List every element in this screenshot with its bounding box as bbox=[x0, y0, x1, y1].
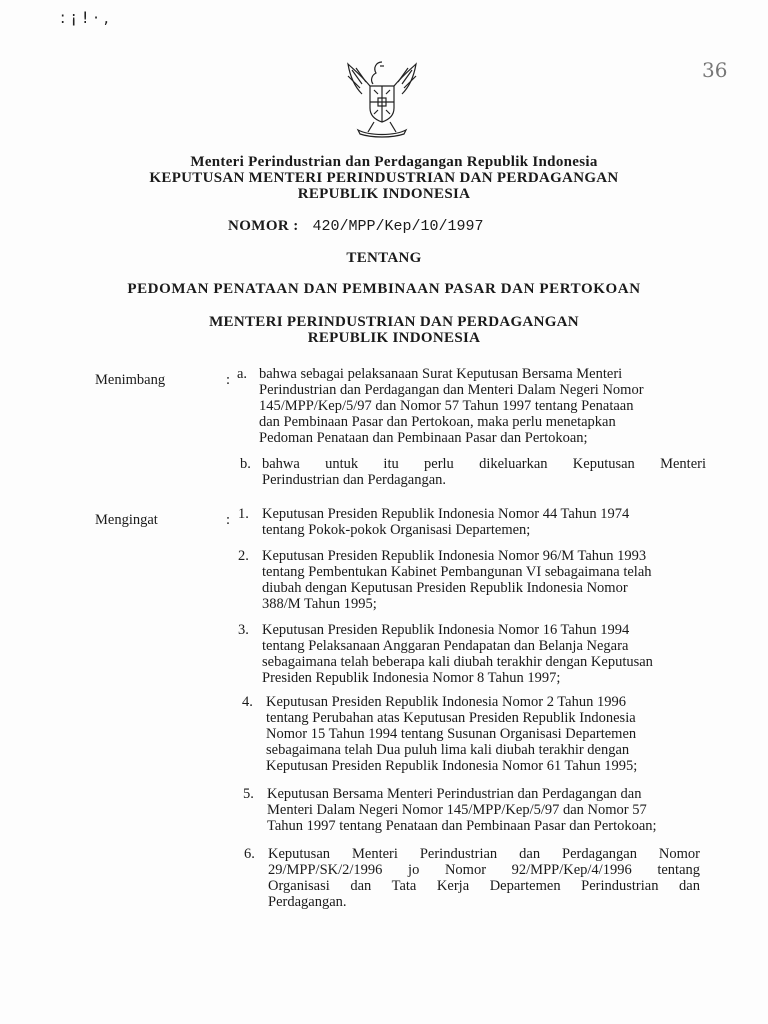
item-line: tentang Pokok-pokok Organisasi Departemen; bbox=[262, 522, 531, 538]
item-marker: 6. bbox=[244, 846, 255, 862]
menimbang-colon: : bbox=[226, 372, 231, 388]
item-line: bahwa sebagai pelaksanaan Surat Keputusan Bersama Menteri bbox=[259, 366, 623, 382]
menteri-line-1: MENTERI PERINDUSTRIAN DAN PERDAGANGAN bbox=[209, 314, 579, 330]
item-line: Keputusan Presiden Republik Indonesia Nomor 16 Tahun 1994 bbox=[262, 622, 630, 638]
item-line: tentang Perubahan atas Keputusan Presiden Republik Indonesia bbox=[266, 710, 636, 726]
mengingat-colon: : bbox=[226, 512, 231, 528]
header-line-2: KEPUTUSAN MENTERI PERINDUSTRIAN DAN PERDAGANGAN bbox=[149, 170, 619, 186]
item-line: dan Pembinaan Pasar dan Pertokoan, maka perlu menetapkan bbox=[259, 414, 616, 430]
item-line: 29/MPP/SK/2/1996 jo Nomor 92/MPP/Kep/4/1996 tentang bbox=[268, 862, 700, 878]
item-line: tentang Pelaksanaan Anggaran Pendapatan dan Belanja Negara bbox=[262, 638, 629, 654]
corner-marks: : ¡ ! · , bbox=[60, 8, 109, 27]
item-line: diubah dengan Keputusan Presiden Republik Indonesia Nomor bbox=[262, 580, 628, 596]
item-line: Keputusan Presiden Republik Indonesia Nomor 61 Tahun 1995; bbox=[266, 758, 638, 774]
item-line: Pedoman Penataan dan Pembinaan Pasar dan Pertokoan; bbox=[259, 430, 588, 446]
nomor-label: NOMOR : bbox=[228, 218, 299, 234]
item-line: Menteri Dalam Negeri Nomor 145/MPP/Kep/5/97 dan Nomor 57 bbox=[267, 802, 647, 818]
item-line: Keputusan Presiden Republik Indonesia Nomor 96/M Tahun 1993 bbox=[262, 548, 647, 564]
item-line: sebagaimana telah Dua puluh lima kali diubah terakhir dengan bbox=[266, 742, 630, 758]
header-line-3: REPUBLIK INDONESIA bbox=[297, 186, 471, 202]
tentang-heading: TENTANG bbox=[346, 250, 422, 266]
item-marker: 2. bbox=[238, 548, 249, 564]
item-line: Presiden Republik Indonesia Nomor 8 Tahun 1997; bbox=[262, 670, 561, 686]
garuda-emblem-icon bbox=[340, 56, 424, 140]
document-title: PEDOMAN PENATAAN DAN PEMBINAAN PASAR DAN PERTOKOAN bbox=[127, 281, 641, 297]
item-line: 388/M Tahun 1995; bbox=[262, 596, 377, 612]
menteri-line-2: REPUBLIK INDONESIA bbox=[307, 330, 481, 346]
item-marker: 1. bbox=[238, 506, 249, 522]
item-line: 145/MPP/Kep/5/97 dan Nomor 57 Tahun 1997 tentang Penataan bbox=[259, 398, 634, 414]
page-number: 36 bbox=[702, 58, 728, 82]
item-line: Perdagangan. bbox=[268, 894, 347, 910]
item-line: Keputusan Presiden Republik Indonesia Nomor 44 Tahun 1974 bbox=[262, 506, 630, 522]
item-line: bahwa untuk itu perlu dikeluarkan Keputusan Menteri bbox=[262, 456, 706, 472]
item-line: sebagaimana telah beberapa kali diubah terakhir dengan Keputusan bbox=[262, 654, 653, 670]
nomor-line bbox=[228, 218, 483, 235]
item-marker: 4. bbox=[242, 694, 253, 710]
item-marker: a. bbox=[237, 366, 248, 382]
item-line: Nomor 15 Tahun 1994 tentang Susunan Organisasi Departemen bbox=[266, 726, 637, 742]
item-marker: 5. bbox=[243, 786, 254, 802]
item-line: Keputusan Bersama Menteri Perindustrian dan Perdagangan dan bbox=[267, 786, 642, 802]
item-line: Keputusan Presiden Republik Indonesia Nomor 2 Tahun 1996 bbox=[266, 694, 626, 710]
item-line: tentang Pembentukan Kabinet Pembangunan VI sebagaimana telah bbox=[262, 564, 652, 580]
item-marker: 3. bbox=[238, 622, 249, 638]
item-line: Perindustrian dan Perdagangan dan Menteri Dalam Negeri Nomor bbox=[259, 382, 644, 398]
header-line-1: Menteri Perindustrian dan Perdagangan Republik Indonesia bbox=[190, 154, 598, 170]
nomor-value: 420/MPP/Kep/10/1997 bbox=[312, 218, 484, 235]
item-line: Tahun 1997 tentang Penataan dan Pembinaan Pasar dan Pertokoan; bbox=[267, 818, 657, 834]
item-marker: b. bbox=[240, 456, 251, 472]
item-line: Perindustrian dan Perdagangan. bbox=[262, 472, 447, 488]
item-line: Organisasi dan Tata Kerja Departemen Perindustrian dan bbox=[268, 878, 700, 894]
item-line: Keputusan Menteri Perindustrian dan Perdagangan Nomor bbox=[268, 846, 700, 862]
menimbang-label: Menimbang bbox=[95, 372, 166, 388]
mengingat-label: Mengingat bbox=[95, 512, 158, 528]
